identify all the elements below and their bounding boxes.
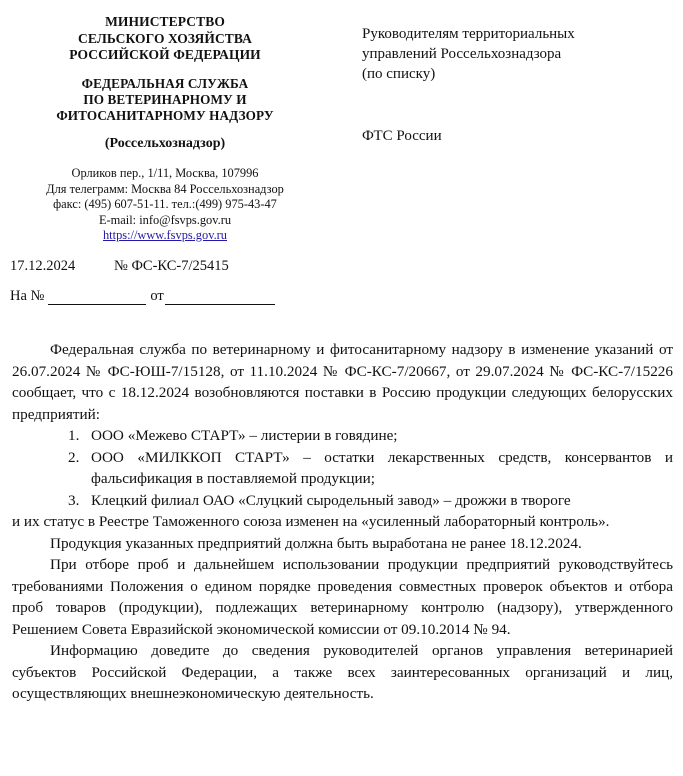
fax-phone: факс: (495) 607-51-11. тел.:(499) 975-43-47 — [53, 197, 277, 212]
addressee-block — [330, 14, 683, 146]
addressee-line-3: (по списку) — [362, 66, 436, 82]
body-paragraph-2: Продукция указанных предприятий должна быть выработана не ранее 18.12.2024. — [50, 534, 582, 552]
telegram-address: Для телеграмм: Москва 84 Россельхознадзор — [46, 181, 284, 196]
document-body — [0, 339, 683, 705]
list-item: ООО «Межево СТАРТ» – листерии в говядине; — [91, 427, 398, 445]
document-date: 17.12.2024 — [10, 258, 76, 275]
list-item: Клецкий филиал ОАО «Слуцкий сыродельный завод» – дрожжи в твороге — [91, 491, 571, 509]
incoming-ref-label: На № — [10, 288, 45, 305]
body-paragraph-4: Информацию доведите до сведения руководителей органов управления ветеринарией субъектов Российской Федерации, а также всех заинтересованных организаций и лиц, осуществляющих внешнеэкономическую деятельность. — [12, 642, 673, 703]
addressee-primary — [362, 24, 632, 84]
body-paragraph-1: Федеральная служба по ветеринарному и фитосанитарному надзору в изменение указаний от 26.07.2024 № ФС-ЮШ-7/15128, от 11.10.2024 № ФС-КС-7/20667, от 29.07.2024 № ФС-КС-7/15226 сообщает, что с 18.12.2024 возобновляются поставки в Россию продукции следующих белорусских предприятий: — [12, 341, 673, 423]
body-paragraph-after-list: и их статус в Реестре Таможенного союза изменен на «усиленный лабораторный контроль». — [12, 513, 610, 531]
service-short-name: (Россельхознадзор) — [104, 136, 226, 152]
ministry-line-3: РОССИЙСКОЙ ФЕДЕРАЦИИ — [69, 47, 261, 62]
ministry-name — [0, 14, 330, 64]
letterhead — [0, 14, 330, 305]
incoming-ref-number-blank — [48, 292, 146, 305]
service-line-2: ПО ВЕТЕРИНАРНОМУ И — [83, 91, 247, 107]
website-link[interactable]: https://www.fsvps.gov.ru — [102, 228, 228, 243]
document-number: № ФС-КС-7/25415 — [114, 258, 229, 275]
body-paragraph-3: При отборе проб и дальнейшем использовании продукции предприятий руководствуйтесь требованиями Положения о едином порядке проведения совместных проверок объектов и отбора проб товаров (продукции), подлежащих ветеринарному контролю (надзору), утвержденного Решением Совета Евразийской экономической комиссии от 09.10.2014 № 94. — [12, 556, 673, 638]
service-name — [0, 76, 330, 125]
enterprise-list — [12, 425, 673, 511]
ministry-line-2: СЕЛЬСКОГО ХОЗЯЙСТВА — [77, 30, 253, 46]
document-header — [0, 0, 683, 305]
document-reference-line — [0, 257, 330, 275]
list-item: ООО «МИЛККОП СТАРТ» – остатки лекарственных средств, консервантов и фальсификация в поставляемой продукции; — [91, 448, 673, 488]
postal-address: Орликов пер., 1/11, Москва, 107996 — [71, 166, 259, 181]
addressee-line-1: Руководителям территориальных — [362, 26, 575, 42]
addressee-secondary: ФТС России — [362, 128, 442, 144]
service-line-3: ФИТОСАНИТАРНОМУ НАДЗОРУ — [56, 108, 274, 124]
incoming-reference-line — [0, 287, 330, 305]
incoming-ref-date-label: от — [150, 288, 164, 305]
incoming-ref-date-blank — [165, 292, 275, 305]
email-address: E-mail: info@fsvps.gov.ru — [98, 212, 232, 227]
addressee-line-2: управлений Россельхознадзора — [362, 46, 562, 62]
ministry-line-1: МИНИСТЕРСТВО — [105, 14, 225, 29]
contact-block — [0, 166, 330, 243]
service-line-1: ФЕДЕРАЛЬНАЯ СЛУЖБА — [81, 75, 249, 91]
